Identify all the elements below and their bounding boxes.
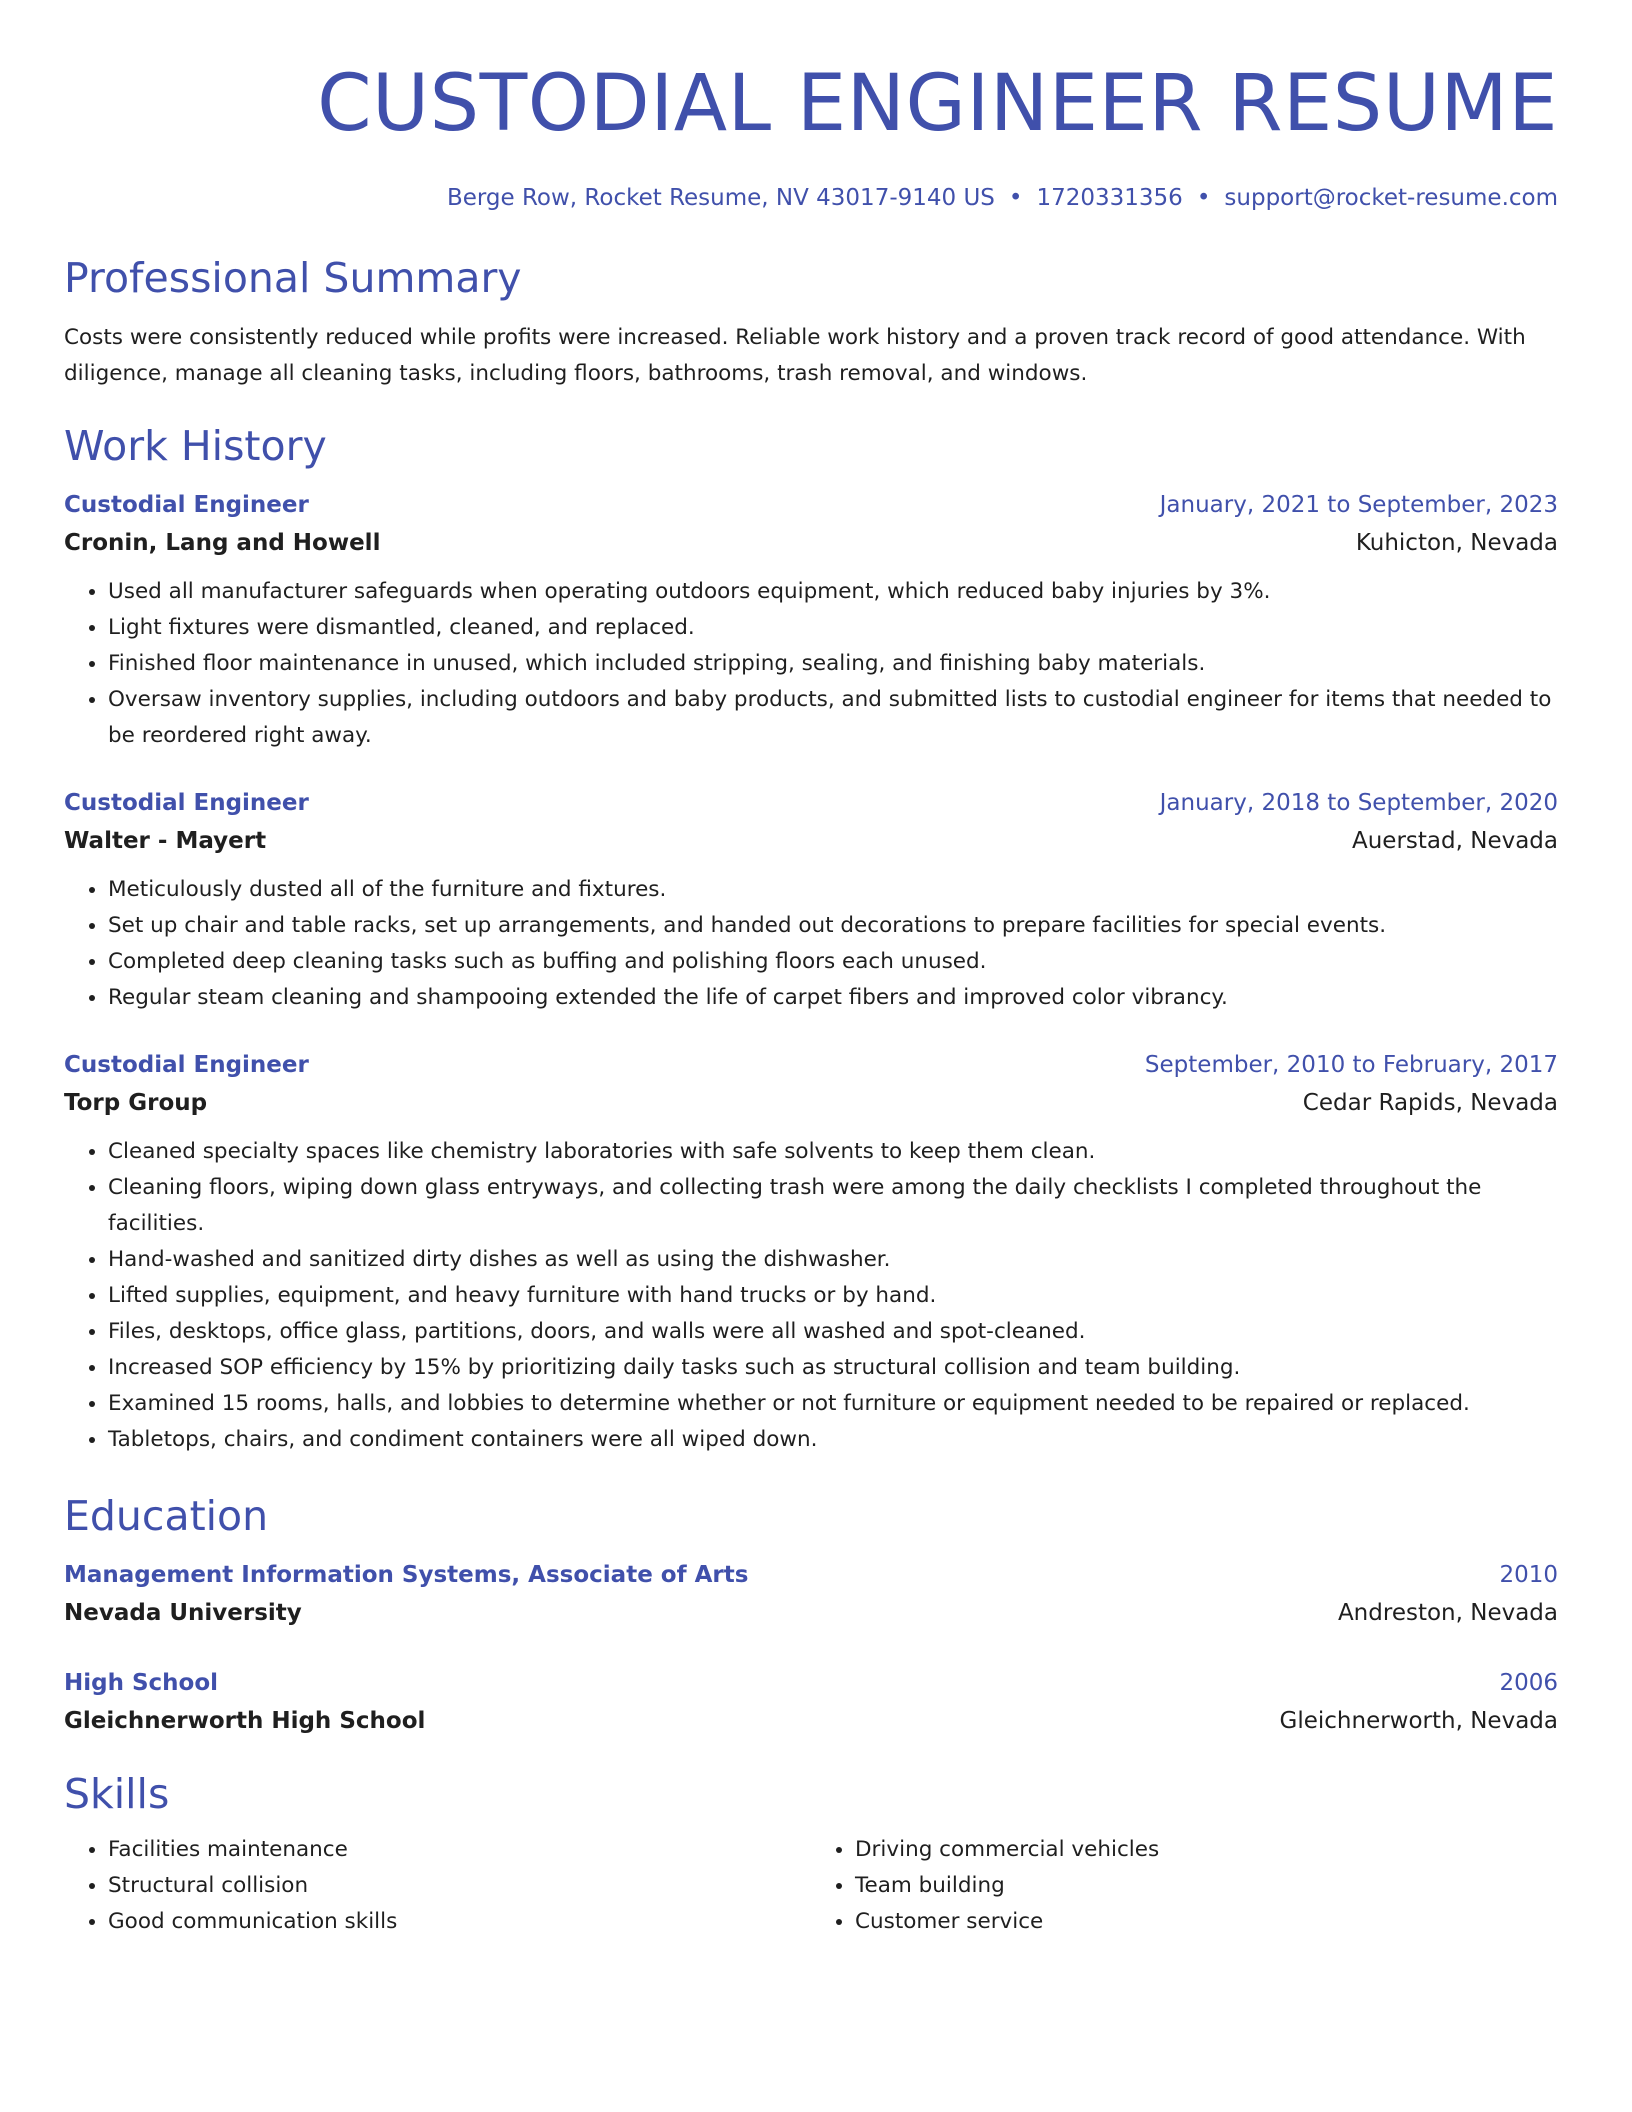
skills-section [64,1766,1558,1940]
contact-phone[interactable]: 1720331356 [1036,185,1183,211]
skills-columns [64,1832,1558,1940]
job-entry [64,1046,1558,1458]
job-bullet: • Cleaning floors, wiping down glass entryways, and collecting trash were among the daily checklists I completed throughout the facilities. [108,1170,1558,1242]
job-company: Walter - Mayert [64,828,267,854]
education-school: Nevada University [64,1600,302,1626]
skill-item: • Structural collision [108,1868,811,1904]
skill-item: • Good communication skills [108,1904,811,1940]
job-bullets [64,1134,1558,1458]
contact-email[interactable]: support@rocket-resume.com [1224,185,1558,211]
contact-separator: • [1196,185,1211,211]
education-degree: High School [64,1670,219,1696]
job-bullet: • Lifted supplies, equipment, and heavy furniture with hand trucks or by hand. [108,1278,1558,1314]
contact-separator: • [1008,185,1023,211]
job-bullet: • Hand-washed and sanitized dirty dishes as well as using the dishwasher. [108,1242,1558,1278]
job-location: Auerstad, Nevada [1352,828,1558,854]
job-bullet: • Completed deep cleaning tasks such as buffing and polishing floors each unused. [108,944,1558,980]
skill-item: • Customer service [855,1904,1558,1940]
job-bullet: • Oversaw inventory supplies, including outdoors and baby products, and submitted lists to custodial engineer for items that needed to be reordered right away. [108,682,1558,754]
section-title-summary: Professional Summary [64,254,522,302]
education-degree: Management Information Systems, Associate of Arts [64,1562,749,1588]
job-bullet: • Tabletops, chairs, and condiment containers were all wiped down. [108,1422,1558,1458]
education-year: 2006 [1499,1670,1558,1696]
job-role: Custodial Engineer [64,492,309,518]
skills-list-right [811,1832,1558,1940]
job-bullets [64,574,1558,754]
job-role: Custodial Engineer [64,790,309,816]
education-location: Andreston, Nevada [1337,1600,1558,1626]
job-company: Torp Group [64,1090,208,1116]
job-company: Cronin, Lang and Howell [64,530,381,556]
job-bullet: • Files, desktops, office glass, partitions, doors, and walls were all washed and spot-cleaned. [108,1314,1558,1350]
skills-list-left [64,1832,811,1940]
contact-line [64,180,1558,216]
job-location: Cedar Rapids, Nevada [1302,1090,1558,1116]
job-bullet: • Cleaned specialty spaces like chemistry laboratories with safe solvents to keep them clean. [108,1134,1558,1170]
education-entry [64,1556,1558,1632]
job-bullet: • Set up chair and table racks, set up arrangements, and handed out decorations to prepare facilities for special events. [108,908,1558,944]
resume-title: CUSTODIAL ENGINEER RESUME [317,59,1558,149]
job-location: Kuhicton, Nevada [1355,530,1558,556]
job-bullet: • Light fixtures were dismantled, cleaned, and replaced. [108,610,1558,646]
job-bullets [64,872,1558,1016]
education-location: Gleichnerworth, Nevada [1279,1708,1558,1734]
job-dates: January, 2021 to September, 2023 [1159,492,1558,518]
job-role: Custodial Engineer [64,1052,309,1078]
education-school: Gleichnerworth High School [64,1708,426,1734]
job-dates: January, 2018 to September, 2020 [1159,790,1558,816]
job-bullet: • Meticulously dusted all of the furniture and fixtures. [108,872,1558,908]
job-bullet: • Used all manufacturer safeguards when operating outdoors equipment, which reduced baby injuries by 3%. [108,574,1558,610]
skill-item: • Driving commercial vehicles [855,1832,1558,1868]
skill-item: • Team building [855,1868,1558,1904]
work-section [64,418,1558,1458]
section-title-skills: Skills [64,1770,170,1818]
job-entry [64,784,1558,1016]
education-entry [64,1664,1558,1740]
job-entry [64,486,1558,754]
summary-text: Costs were consistently reduced while profits were increased. Reliable work history and a proven track record of good attendance. With diligence, manage all cleaning tasks, including floors, bathrooms, trash removal, and windows. [64,325,1526,386]
education-section [64,1488,1558,1740]
skill-item: • Facilities maintenance [108,1832,811,1868]
job-bullet: • Examined 15 rooms, halls, and lobbies to determine whether or not furniture or equipment needed to be repaired or replaced. [108,1386,1558,1422]
job-bullet: • Finished floor maintenance in unused, which included stripping, sealing, and finishing baby materials. [108,646,1558,682]
section-title-education: Education [64,1492,269,1540]
contact-address: Berge Row, Rocket Resume, NV 43017-9140 US [446,185,995,211]
resume-page [64,0,1558,1940]
summary-section [64,250,1558,392]
job-dates: September, 2010 to February, 2017 [1144,1052,1558,1078]
education-year: 2010 [1499,1562,1558,1588]
section-title-work: Work History [64,422,327,470]
job-bullet: • Regular steam cleaning and shampooing extended the life of carpet fibers and improved color vibrancy. [108,980,1558,1016]
job-bullet: • Increased SOP efficiency by 15% by prioritizing daily tasks such as structural collision and team building. [108,1350,1558,1386]
